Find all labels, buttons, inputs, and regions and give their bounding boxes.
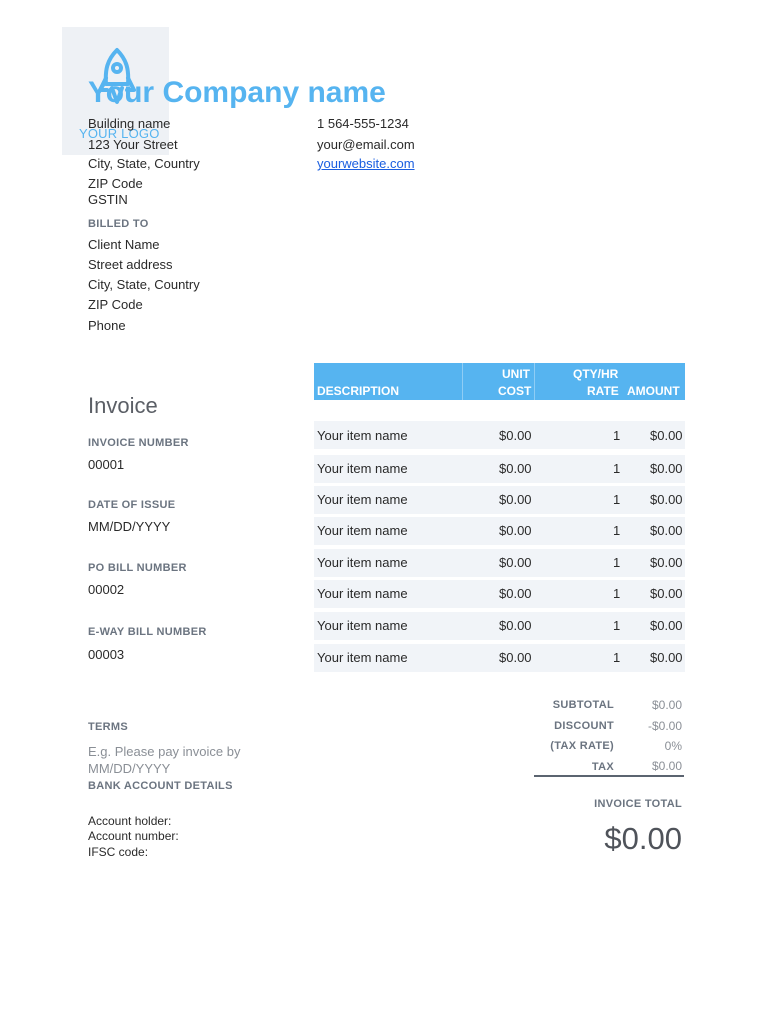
item-description: Your item name xyxy=(317,618,408,633)
item-description: Your item name xyxy=(317,523,408,538)
client-name: Client Name xyxy=(88,237,160,252)
header-qty-rate: QTY/HR xyxy=(573,367,619,381)
item-unit-cost: $0.00 xyxy=(499,523,532,538)
company-email: your@email.com xyxy=(317,137,415,152)
header-divider xyxy=(534,363,535,400)
eway-bill-number-value: 00003 xyxy=(88,647,125,662)
po-bill-number-value: 00002 xyxy=(88,582,125,597)
company-name: Your Company name xyxy=(88,76,386,109)
company-address-line: ZIP Code xyxy=(88,176,143,191)
item-description: Your item name xyxy=(317,492,408,507)
item-qty: 1 xyxy=(613,492,621,507)
item-qty: 1 xyxy=(613,618,621,633)
item-qty: 1 xyxy=(613,461,621,476)
client-phone: Phone xyxy=(88,318,126,333)
item-amount: $0.00 xyxy=(650,650,683,665)
subtotal-value: $0.00 xyxy=(651,698,682,712)
item-amount: $0.00 xyxy=(650,618,683,633)
item-unit-cost: $0.00 xyxy=(499,555,532,570)
item-amount: $0.00 xyxy=(650,492,683,507)
item-unit-cost: $0.00 xyxy=(499,428,532,443)
logo-text: YOUR LOGO xyxy=(79,126,160,141)
item-unit-cost: $0.00 xyxy=(499,461,532,476)
account-holder: Account holder: xyxy=(88,814,172,828)
invoice-title: Invoice xyxy=(88,393,158,418)
discount-label: DISCOUNT xyxy=(554,720,614,732)
client-city: City, State, Country xyxy=(88,277,200,292)
tax-rate-label: (TAX RATE) xyxy=(550,740,614,752)
item-description: Your item name xyxy=(317,555,408,570)
item-qty: 1 xyxy=(613,428,621,443)
billed-to-label: BILLED TO xyxy=(88,218,149,230)
client-zip: ZIP Code xyxy=(88,297,143,312)
item-description: Your item name xyxy=(317,650,408,665)
header-description: DESCRIPTION xyxy=(317,384,400,398)
subtotal-label: SUBTOTAL xyxy=(552,699,614,711)
item-unit-cost: $0.00 xyxy=(499,492,532,507)
ifsc-code: IFSC code: xyxy=(88,845,149,859)
company-website-link[interactable]: yourwebsite.com xyxy=(317,156,415,171)
item-qty: 1 xyxy=(613,555,621,570)
terms-text: E.g. Please pay invoice by xyxy=(88,744,241,759)
account-number: Account number: xyxy=(88,829,179,843)
invoice-number-value: 00001 xyxy=(88,457,125,472)
item-amount: $0.00 xyxy=(650,461,683,476)
tax-rate-value: 0% xyxy=(664,739,682,753)
item-amount: $0.00 xyxy=(650,586,683,601)
client-street: Street address xyxy=(88,257,173,272)
invoice-total-label: INVOICE TOTAL xyxy=(594,798,682,810)
tax-label: TAX xyxy=(591,761,614,773)
item-qty: 1 xyxy=(613,523,621,538)
header-amount: AMOUNT xyxy=(627,384,680,398)
company-address-line: City, State, Country xyxy=(88,156,200,171)
totals-divider xyxy=(534,775,684,777)
eway-bill-number-label: E-WAY BILL NUMBER xyxy=(88,626,207,638)
header-unit-cost: UNIT xyxy=(502,367,530,381)
tax-value: $0.00 xyxy=(651,759,682,773)
header-qty-rate: RATE xyxy=(587,384,619,398)
company-gstin: GSTIN xyxy=(88,192,128,207)
item-amount: $0.00 xyxy=(650,555,683,570)
item-unit-cost: $0.00 xyxy=(499,618,532,633)
item-unit-cost: $0.00 xyxy=(499,650,532,665)
header-divider xyxy=(462,363,463,400)
terms-text: MM/DD/YYYY xyxy=(88,761,171,776)
bank-details-label: BANK ACCOUNT DETAILS xyxy=(88,780,233,792)
item-amount: $0.00 xyxy=(650,523,683,538)
item-amount: $0.00 xyxy=(650,428,683,443)
item-description: Your item name xyxy=(317,428,408,443)
company-phone: 1 564-555-1234 xyxy=(317,116,409,131)
po-bill-number-label: PO BILL NUMBER xyxy=(88,562,187,574)
company-address-line: 123 Your Street xyxy=(88,137,178,152)
item-unit-cost: $0.00 xyxy=(499,586,532,601)
terms-label: TERMS xyxy=(88,721,128,733)
item-description: Your item name xyxy=(317,586,408,601)
date-of-issue-value: MM/DD/YYYY xyxy=(88,519,171,534)
date-of-issue-label: DATE OF ISSUE xyxy=(88,499,176,511)
item-description: Your item name xyxy=(317,461,408,476)
item-qty: 1 xyxy=(613,650,621,665)
discount-value: -$0.00 xyxy=(647,719,682,733)
invoice-total-value: $0.00 xyxy=(604,821,682,856)
invoice-number-label: INVOICE NUMBER xyxy=(88,437,189,449)
company-address-line: Building name xyxy=(88,116,171,131)
header-unit-cost: COST xyxy=(498,384,532,398)
item-qty: 1 xyxy=(613,586,621,601)
